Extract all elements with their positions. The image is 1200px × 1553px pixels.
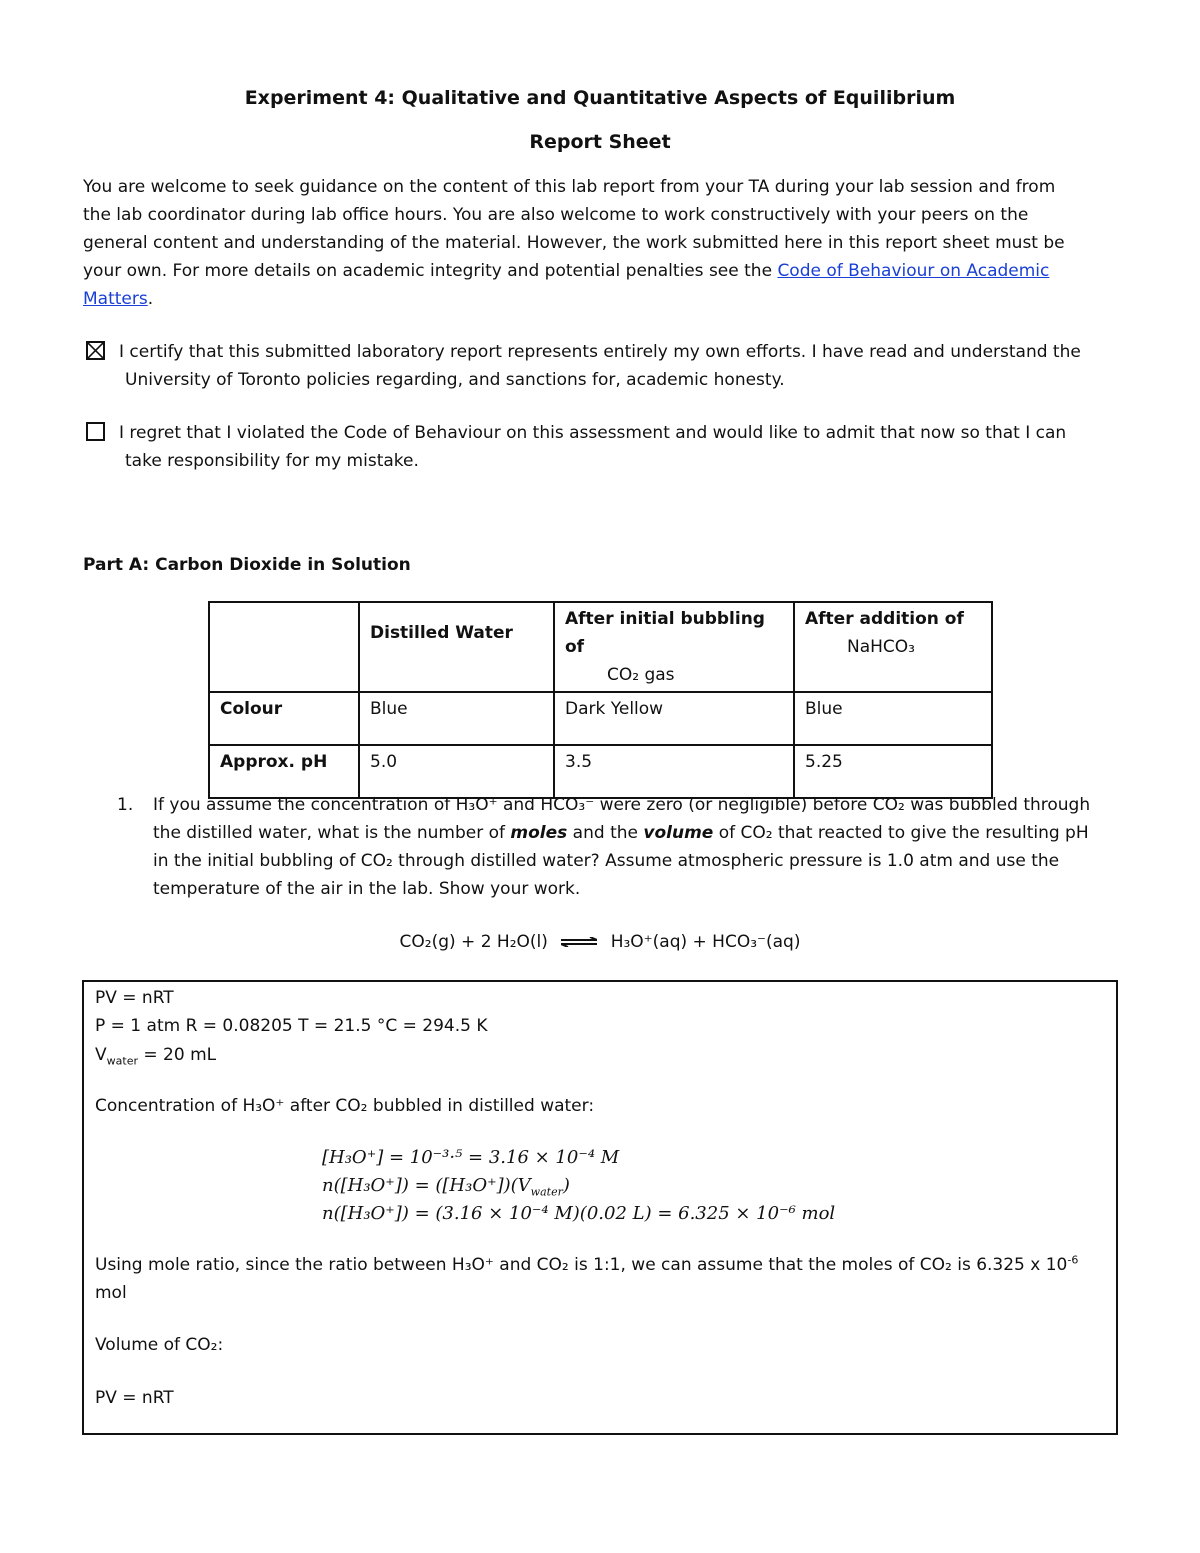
regret-checkbox[interactable]	[86, 422, 105, 441]
answer-text: Using mole ratio, since the ratio between H₃O⁺ and CO₂ is 1:1, we can assume that the moles of CO₂ is 6.325 x 10	[95, 1255, 1068, 1275]
question-line: in the initial bubbling of CO₂ through distilled water? Assume atmospheric pressure is 1.0 atm and use the	[153, 851, 1060, 871]
question-line: If you assume the concentration of H₃O⁺ and HCO₃⁻ were zero (or negligible) before CO₂ was bubbled through	[153, 795, 1091, 815]
question-line	[153, 819, 1133, 847]
row-label: Colour	[209, 692, 359, 745]
table-header-row	[209, 602, 992, 692]
math-text: )	[562, 1175, 570, 1196]
math-subscript: water	[530, 1185, 563, 1199]
intro-line: the lab coordinator during lab office hours. You are also welcome to work constructively with your peers on the	[83, 205, 1029, 225]
math-line: n([H₃O⁺]) = (3.16 × 10⁻⁴ M)(0.02 L) = 6.325 × 10⁻⁶ mol	[322, 1203, 836, 1224]
question-number: 1.	[117, 795, 134, 815]
equilibrium-arrow-icon	[561, 937, 597, 947]
answer-line: Volume of CO₂:	[95, 1335, 224, 1355]
answer-box	[82, 980, 1118, 1435]
answer-line: PV = nRT	[95, 1388, 174, 1408]
page-subtitle: Report Sheet	[529, 131, 671, 153]
certify-checkbox[interactable]	[86, 341, 105, 360]
table-row	[209, 692, 992, 745]
table-header-cell: Distilled Water	[359, 602, 554, 692]
question-text	[153, 791, 1133, 903]
q-text-span: and the	[567, 823, 644, 843]
intro-line: You are welcome to seek guidance on the content of this lab report from your TA during your lab session and from	[83, 177, 1056, 197]
q-volume: volume	[643, 823, 714, 843]
code-of-behaviour-link-cont[interactable]: Matters	[83, 289, 148, 309]
results-table	[208, 601, 993, 799]
part-a-heading: Part A: Carbon Dioxide in Solution	[83, 555, 411, 575]
answer-line: Concentration of H₃O⁺ after CO₂ bubbled in distilled water:	[95, 1096, 595, 1116]
question-line: temperature of the air in the lab. Show your work.	[153, 879, 581, 899]
certify-line: University of Toronto policies regarding, and sanctions for, academic honesty.	[125, 370, 785, 390]
table-header-cell	[554, 602, 794, 692]
math-line	[322, 1172, 570, 1200]
certify-line: I certify that this submitted laboratory report represents entirely my own efforts. I have read and understand the	[119, 342, 1081, 362]
table-header-cell	[794, 602, 992, 692]
header-text: CO₂ gas	[607, 665, 675, 685]
intro-line: general content and understanding of the material. However, the work submitted here in this report sheet must be	[83, 233, 1065, 253]
header-text: NaHCO₃	[847, 637, 915, 657]
answer-line: P = 1 atm R = 0.08205 T = 21.5 °C = 294.5 K	[95, 1016, 488, 1036]
v-symbol: V	[95, 1045, 107, 1065]
header-text: After initial bubbling of	[565, 609, 765, 657]
math-text: n([H₃O⁺]) = ([H₃O⁺])(V	[322, 1175, 531, 1196]
table-cell: 5.0	[359, 745, 554, 798]
regret-line: I regret that I violated the Code of Behaviour on this assessment and would like to admit that now so that I can	[119, 423, 1067, 443]
row-label: Approx. pH	[209, 745, 359, 798]
table-cell: 5.25	[794, 745, 992, 798]
x-mark-icon	[88, 343, 103, 358]
reaction-equation	[0, 928, 1200, 956]
table-header-cell	[209, 602, 359, 692]
math-line: [H₃O⁺] = 10⁻³·⁵ = 3.16 × 10⁻⁴ M	[322, 1147, 620, 1168]
table-cell: Blue	[359, 692, 554, 745]
answer-line: PV = nRT	[95, 988, 174, 1008]
answer-line	[95, 1041, 216, 1069]
regret-statement	[119, 419, 1129, 475]
answer-line	[95, 1251, 1078, 1279]
equation-reactants: CO₂(g) + 2 H₂O(l)	[399, 932, 548, 952]
intro-line	[83, 257, 1123, 285]
intro-line	[83, 285, 1123, 313]
answer-superscript: -6	[1067, 1253, 1079, 1267]
q-text-span: of CO₂ that reacted to give the resulting pH	[713, 823, 1089, 843]
answer-line: mol	[95, 1283, 127, 1303]
intro-text: your own. For more details on academic integrity and potential penalties see the	[83, 261, 778, 281]
regret-line: take responsibility for my mistake.	[125, 451, 419, 471]
intro-text: .	[147, 289, 154, 309]
v-subscript: water	[106, 1054, 138, 1068]
certify-statement	[119, 338, 1129, 394]
equation-products: H₃O⁺(aq) + HCO₃⁻(aq)	[610, 932, 801, 952]
table-cell: Blue	[794, 692, 992, 745]
q-moles: moles	[510, 823, 568, 843]
q-text-span: the distilled water, what is the number of	[153, 823, 511, 843]
v-value: = 20 mL	[137, 1045, 217, 1065]
header-text: After addition of	[805, 609, 964, 629]
page-title: Experiment 4: Qualitative and Quantitative Aspects of Equilibrium	[244, 87, 956, 109]
table-cell: 3.5	[554, 745, 794, 798]
intro-paragraph	[83, 173, 1123, 313]
code-of-behaviour-link[interactable]: Code of Behaviour on Academic	[777, 261, 1050, 281]
table-cell: Dark Yellow	[554, 692, 794, 745]
